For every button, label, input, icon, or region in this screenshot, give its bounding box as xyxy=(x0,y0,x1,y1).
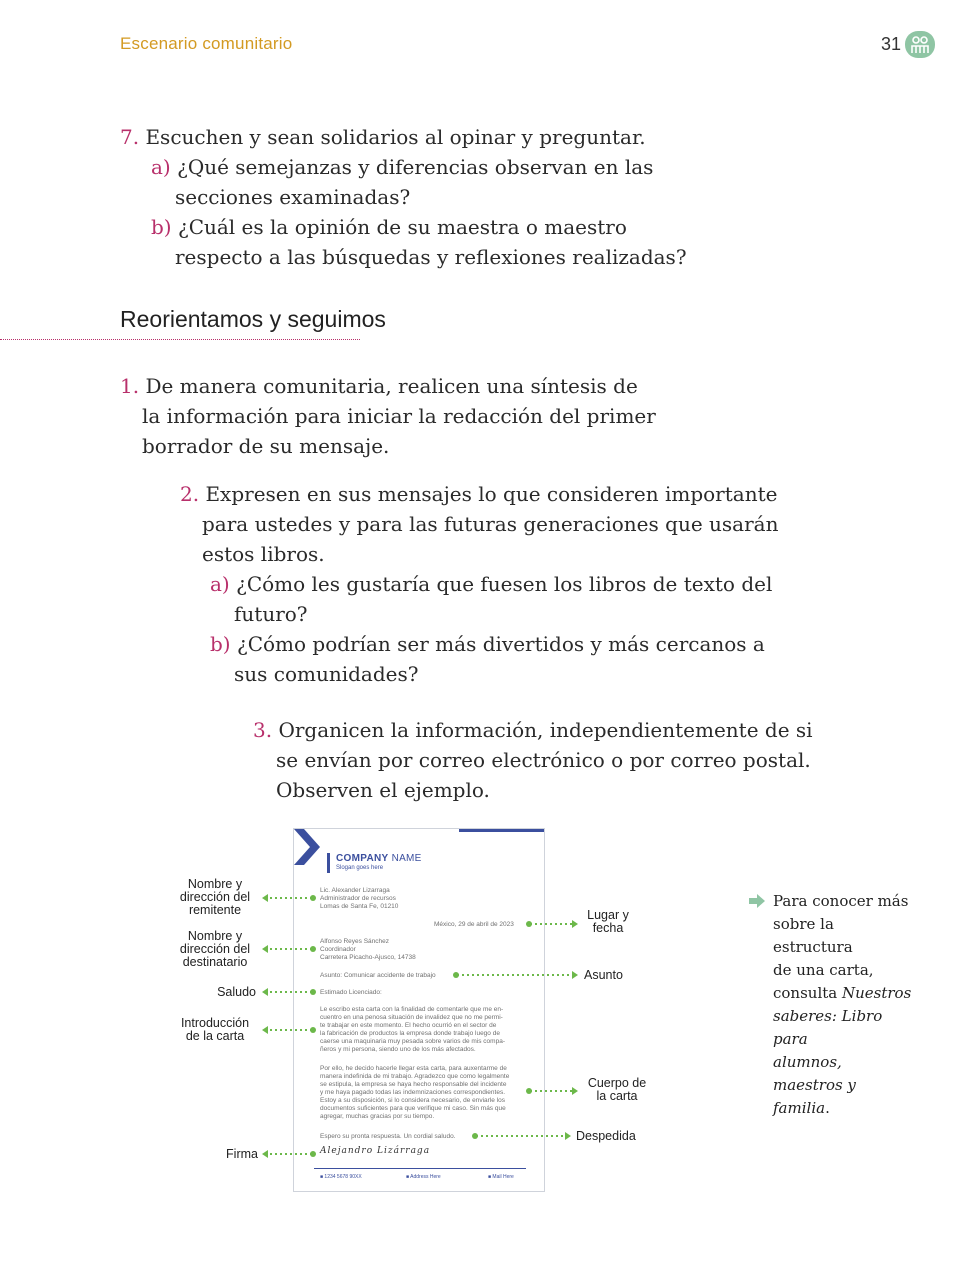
body-line: y me haya pagado todas las indemnizaciones correspondientes. xyxy=(320,1089,506,1096)
footer-address: ■ Address Here xyxy=(406,1174,441,1180)
question-7b-cont: respecto a las búsquedas y reflexiones realizadas? xyxy=(175,245,687,269)
question-7a-cont: secciones examinadas? xyxy=(175,185,411,209)
step-1-cont: la información para iniciar la redacción del primer xyxy=(142,404,656,428)
step-2-cont: para ustedes y para las futuras generaciones que usarán xyxy=(202,512,779,536)
company-name-bold: COMPANY xyxy=(336,853,389,864)
label-saludo: Saludo xyxy=(217,985,256,999)
side-note-title: saberes: Libro para xyxy=(773,1007,883,1048)
footer-mail-text: Mail Here xyxy=(492,1174,514,1180)
letter-signature: Alejandro Lizárraga xyxy=(320,1146,431,1156)
subitem-text: ¿Qué semejanzas y diferencias observan en las xyxy=(177,155,654,179)
item-number: 3. xyxy=(253,718,273,742)
label-introduccion xyxy=(166,1017,264,1043)
step-3-cont: Observen el ejemplo. xyxy=(276,778,490,802)
subitem-label: b) xyxy=(151,215,172,239)
label-despedida: Despedida xyxy=(576,1129,636,1143)
label-line: destinatario xyxy=(182,955,248,969)
side-note-line: sobre la estructura xyxy=(773,915,853,956)
side-note xyxy=(773,890,913,1120)
body-line: Estoy a su disposición, si lo considera necesario, de enviarle los xyxy=(320,1097,505,1104)
label-line: Introducción xyxy=(180,1016,250,1030)
sender-line: Administrador de recursos xyxy=(320,895,396,902)
label-firma: Firma xyxy=(226,1147,258,1161)
footer-phone: ■ 1234 5678 90XX xyxy=(320,1174,362,1180)
side-note-line: de una carta, xyxy=(773,961,874,979)
side-note-line: Para conocer más xyxy=(773,892,909,910)
body-line: agregar, muchas gracias por su tiempo. xyxy=(320,1113,435,1120)
recipient-line: Coordinador xyxy=(320,946,356,953)
subitem-text: ¿Cómo podrían ser más divertidos y más cercanos a xyxy=(236,632,765,656)
footer-address-text: Address Here xyxy=(410,1174,441,1180)
letter-greeting: Estimado Licenciado: xyxy=(320,989,382,996)
subitem-label: a) xyxy=(151,155,171,179)
intro-line: cuentro en una penosa situación de invalidez que no me permi- xyxy=(320,1014,503,1021)
label-asunto: Asunto xyxy=(584,968,623,982)
label-line: fecha xyxy=(592,921,624,935)
label-line: Nombre y xyxy=(187,877,243,891)
arrow-right-icon xyxy=(748,894,766,908)
intro-line: Le escribo esta carta con la finalidad de comentarle que me en- xyxy=(320,1006,504,1013)
side-note-line xyxy=(773,1005,913,1051)
intro-line: caerse una maquinaria muy pesada sobre varios de mis compa- xyxy=(320,1038,505,1045)
page-number: 31 xyxy=(881,34,902,54)
side-note-title: alumnos, maestros y xyxy=(773,1053,856,1094)
step-3-cont: se envían por correo electrónico o por correo postal. xyxy=(276,748,811,772)
label-line: de la carta xyxy=(185,1029,245,1043)
letter-closing: Espero su pronta respuesta. Un cordial saludo. xyxy=(320,1133,456,1140)
label-line: Cuerpo de xyxy=(587,1076,647,1090)
side-note-text: consulta xyxy=(773,984,842,1002)
label-line: Nombre y xyxy=(187,929,243,943)
sender-line: Lic. Alexander Lizarraga xyxy=(320,887,390,894)
label-cuerpo xyxy=(580,1077,654,1103)
item-number: 7. xyxy=(120,125,140,149)
footer-phone-text: 1234 5678 90XX xyxy=(324,1174,362,1180)
label-lugar-fecha xyxy=(578,909,638,935)
label-line: la carta xyxy=(596,1089,638,1103)
question-text: Escuchen y sean solidarios al opinar y preguntar. xyxy=(145,125,646,149)
sender-line: Lomas de Santa Fe, 01210 xyxy=(320,903,399,910)
step-1-cont: borrador de su mensaje. xyxy=(142,434,390,458)
subitem-label: a) xyxy=(210,572,230,596)
label-destinatario xyxy=(166,930,264,969)
label-line: remitente xyxy=(188,903,242,917)
body-line: documentos suficientes para que verifique mi caso. Sin más que xyxy=(320,1105,506,1112)
company-slogan: Slogan goes here xyxy=(336,865,384,871)
label-line: dirección del xyxy=(179,890,251,904)
subitem-text: ¿Cuál es la opinión de su maestra o maestro xyxy=(177,215,627,239)
side-note-period: . xyxy=(825,1099,830,1117)
body-line: se estipula, la empresa se haya hecho responsable del incidente xyxy=(320,1081,507,1088)
subitem-label: b) xyxy=(210,632,231,656)
step-2b-cont: sus comunidades? xyxy=(234,662,419,686)
side-note-line xyxy=(773,982,913,1005)
side-note-title: familia xyxy=(773,1099,826,1117)
letter-date: México, 29 de abril de 2023 xyxy=(434,921,514,928)
body-line: Por ello, he decido hacerle llegar esta carta, para auxentarme de xyxy=(320,1065,507,1072)
intro-line: te trabajar en este momento. El hecho ocurrió en el sector de xyxy=(320,1022,497,1029)
step-text: Expresen en sus mensajes lo que consideren importante xyxy=(205,482,778,506)
section-title: Reorientamos y seguimos xyxy=(120,306,386,332)
company-name-rest: NAME xyxy=(388,853,422,864)
letter-subject: Asunto: Comunicar accidente de trabajo xyxy=(320,972,436,979)
running-header: Escenario comunitario xyxy=(120,34,293,53)
recipient-line: Alfonso Reyes Sánchez xyxy=(320,938,390,945)
step-text: De manera comunitaria, realicen una síntesis de xyxy=(145,374,638,398)
side-note-title: Nuestros xyxy=(842,984,912,1002)
step-2a-cont: futuro? xyxy=(234,602,308,626)
label-remitente xyxy=(166,878,264,917)
item-number: 1. xyxy=(120,374,140,398)
subitem-text: ¿Cómo les gustaría que fuesen los libros de texto del xyxy=(236,572,773,596)
item-number: 2. xyxy=(180,482,200,506)
recipient-line: Carretera Picacho-Ajusco, 14738 xyxy=(320,954,416,961)
body-line: manera indefinida de mi trabajo. Agradezco que como legalmente xyxy=(320,1073,510,1080)
side-note-line xyxy=(773,1097,913,1120)
step-text: Organicen la información, independientemente de si xyxy=(278,718,813,742)
intro-line: la fabricación de productos la empresa donde trabajo luego de xyxy=(320,1030,500,1037)
label-line: dirección del xyxy=(179,942,251,956)
footer-mail: ■ Mail Here xyxy=(488,1174,514,1180)
label-line: Lugar y xyxy=(587,908,629,922)
intro-line: ñeros y mi persona, siendo uno de los más afectados. xyxy=(320,1046,476,1053)
side-note-line xyxy=(773,1051,913,1097)
step-2-cont: estos libros. xyxy=(202,542,325,566)
